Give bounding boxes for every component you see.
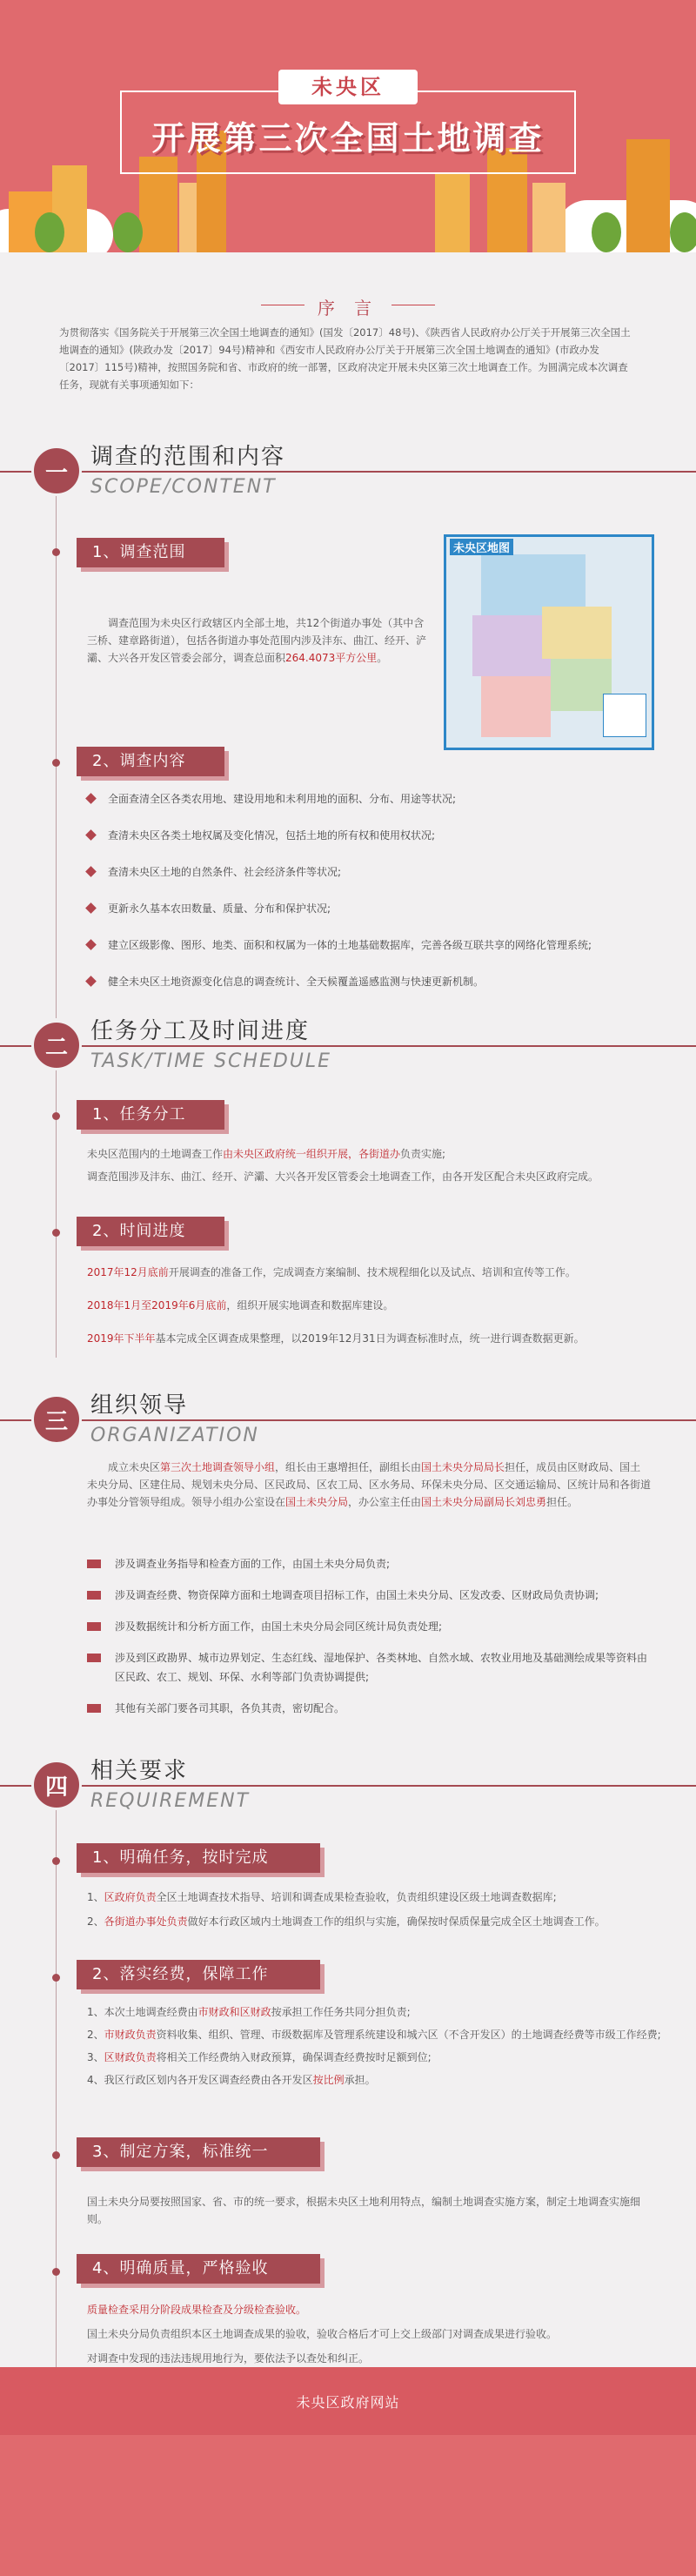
section-subtitle: SCOPE/CONTENT	[90, 476, 277, 498]
section-title: 相关要求	[90, 1758, 189, 1784]
timeline-dot	[52, 759, 60, 767]
timeline-dot	[52, 2151, 60, 2159]
tree-shape	[113, 212, 143, 252]
timeline-dot	[52, 1857, 60, 1865]
sub-heading: 4、明确质量，严格验收	[77, 2254, 320, 2284]
section-rule	[0, 1785, 696, 1787]
list-item: 涉及调查经费、物资保障方面和土地调查项目招标工作，由国土未央分局、区发改委、区财政局负责协调;	[87, 1586, 652, 1605]
timeline-dot	[52, 548, 60, 556]
section-number: 四	[31, 1760, 82, 1810]
timeline-dot	[52, 1229, 60, 1237]
section-subtitle: TASK/TIME SCHEDULE	[90, 1050, 332, 1072]
section-number: 一	[31, 446, 82, 496]
sub-heading: 3、制定方案，标准统一	[77, 2137, 320, 2167]
timeline-line	[56, 496, 57, 1018]
timeline-dot	[52, 2268, 60, 2276]
sub-heading: 2、调查内容	[77, 747, 224, 776]
header-banner	[0, 0, 696, 287]
tree-shape	[592, 212, 621, 252]
sub-heading: 2、时间进度	[77, 1217, 224, 1246]
funding-text: 1、本次土地调查经费由市财政和区财政按承担工作任务共同分担负责; 2、市财政负责资料收集、组织、管理、市级数据库及管理系统建设和城六区（不含开发区）的土地调查经费等市级工作经费; 3、区财政负责将相关工作经费纳入财政预算，确保调查经费按时足额到位; 4、我区行政区划内各开发区调查经费由各开发区按比例承担。	[87, 2006, 661, 2086]
preface-heading: 序 言	[317, 298, 379, 319]
organization-text: 成立未央区第三次土地调查领导小组，组长由王惠增担任，副组长由国土未央分局局长担任，成员由区财政局、国土未央分局、区建住局、规划未央分局、区民政局、区农工局、区水务局、环保未央分局、区交通运输局、区统计局和各街道办事处分管领导组成。领导小组办公室设在国土未央分局，办公室主任由国土未央分局副局长刘忠勇担任。	[87, 1461, 652, 1508]
map-region	[472, 615, 551, 676]
list-item: 其他有关部门要各司其职，各负其责，密切配合。	[87, 1699, 652, 1718]
building-shape	[532, 183, 566, 252]
content-list	[85, 790, 625, 1010]
ground-shape	[0, 252, 696, 287]
organization-list	[87, 1554, 652, 1730]
section-rule	[0, 1045, 696, 1047]
list-item: 建立区级影像、图形、地类、面积和权属为一体的土地基础数据库，完善各级互联共享的网络化管理系统;	[85, 936, 625, 973]
district-label: 未央区	[278, 70, 418, 104]
preface-text: 为贯彻落实《国务院关于开展第三次全国土地调查的通知》(国发〔2017〕48号)、《陕西省人民政府办公厅关于开展第三次全国土地调查的通知》(陕政办发〔2017〕94号)精神和《西安市人民政府办公厅关于开展第三次全国土地调查的通知》(市政办发〔2017〕115号)精神，按照国务院和省、市政府的统一部署，区政府决定开展未央区第三次土地调查工作。为圆满完成本次调查任务，现就有关事项通知如下：	[59, 326, 631, 391]
section-rule	[0, 471, 696, 473]
list-item: 更新永久基本农田数量、质量、分布和保护状况;	[85, 900, 625, 936]
scope-text: 调查范围为未央区行政辖区内全部土地，共12个街道办事处（其中含三桥、建章路街道），包括各街道办事处范围内涉及沣东、曲江、经开、浐灞、大兴各开发区管委会部分，调查总面积264.4073平方公里。	[87, 617, 427, 664]
section-subtitle: ORGANIZATION	[90, 1425, 259, 1446]
list-item: 查清未央区土地的自然条件、社会经济条件等状况;	[85, 863, 625, 900]
map-title: 未央区地图	[450, 539, 513, 555]
list-item: 健全未央区土地资源变化信息的调查统计、全天候覆盖遥感监测与快速更新机制。	[85, 973, 625, 1010]
sub-heading: 1、调查范围	[77, 538, 224, 567]
map-region	[481, 676, 551, 737]
task-requirement-text: 1、区政府负责全区土地调查技术指导、培训和调查成果检查验收，负责组织建设区级土地调查数据库; 2、各街道办事处负责做好本行政区域内土地调查工作的组织与实施，确保按时保质保量完成全区土地调查工作。	[87, 1891, 606, 1928]
plan-text: 国土未央分局要按照国家、省、市的统一要求，根据未央区土地利用特点，编制土地调查实施方案，制定土地调查实施细则。	[87, 2196, 641, 2225]
sub-heading: 2、落实经费，保障工作	[77, 1960, 320, 1989]
schedule-text: 2017年12月底前开展调查的准备工作，完成调查方案编制、技术规程细化以及试点、培训和宣传等工作。 2018年1月至2019年6月底前，组织开展实地调查和数据库建设。 2019年下半年基本完成全区调查成果整理，以2019年12月31日为调查标准时点，统一进行调查数据更新。	[87, 1266, 585, 1345]
tree-shape	[35, 212, 64, 252]
list-item: 全面查清全区各类农用地、建设用地和未利用地的面积、分布、用途等状况;	[85, 790, 625, 827]
map-inset	[603, 694, 646, 737]
section-number: 三	[31, 1394, 82, 1445]
sub-heading: 1、明确任务，按时完成	[77, 1843, 320, 1873]
footer	[0, 2367, 696, 2576]
tree-shape	[670, 212, 696, 252]
building-shape	[435, 174, 470, 252]
list-item: 查清未央区各类土地权属及变化情况，包括土地的所有权和使用权状况;	[85, 827, 625, 863]
page-title: 开展第三次全国土地调查	[151, 119, 545, 158]
task-text: 未央区范围内的土地调查工作由未央区政府统一组织开展，各街道办负责实施; 调查范围涉及沣东、曲江、经开、浐灞、大兴各开发区管委会土地调查工作，由各开发区配合未央区政府完成。	[87, 1148, 599, 1183]
timeline-dot	[52, 1112, 60, 1120]
list-item: 涉及到区政勘界、城市边界划定、生态红线、湿地保护、各类林地、自然水域、农牧业用地及基础测绘成果等资料由区民政、农工、规划、环保、水利等部门负责协调提供;	[87, 1648, 652, 1687]
section-rule	[0, 1419, 696, 1421]
list-item: 涉及数据统计和分析方面工作，由国土未央分局会同区统计局负责处理;	[87, 1617, 652, 1636]
section-title: 组织领导	[90, 1392, 189, 1419]
timeline-line	[56, 1810, 57, 2367]
source-label: 未央区政府网站	[296, 2394, 400, 2411]
section-number: 二	[31, 1020, 82, 1070]
timeline-dot	[52, 1974, 60, 1982]
quality-text: 质量检查采用分阶段成果检查及分级检查验收。 国土未央分局负责组织本区土地调查成果的验收，验收合格后才可上交上级部门对调查成果进行验收。 对调查中发现的违法违规用地行为，要依法予以查处和纠正。	[87, 2304, 558, 2365]
sub-heading: 1、任务分工	[77, 1100, 224, 1130]
district-map	[444, 534, 654, 750]
map-region	[542, 607, 612, 659]
list-item: 涉及调查业务指导和检查方面的工作，由国土未央分局负责;	[87, 1554, 652, 1573]
section-title: 调查的范围和内容	[90, 444, 286, 470]
section-subtitle: REQUIREMENT	[90, 1790, 251, 1812]
section-title: 任务分工及时间进度	[90, 1018, 311, 1044]
